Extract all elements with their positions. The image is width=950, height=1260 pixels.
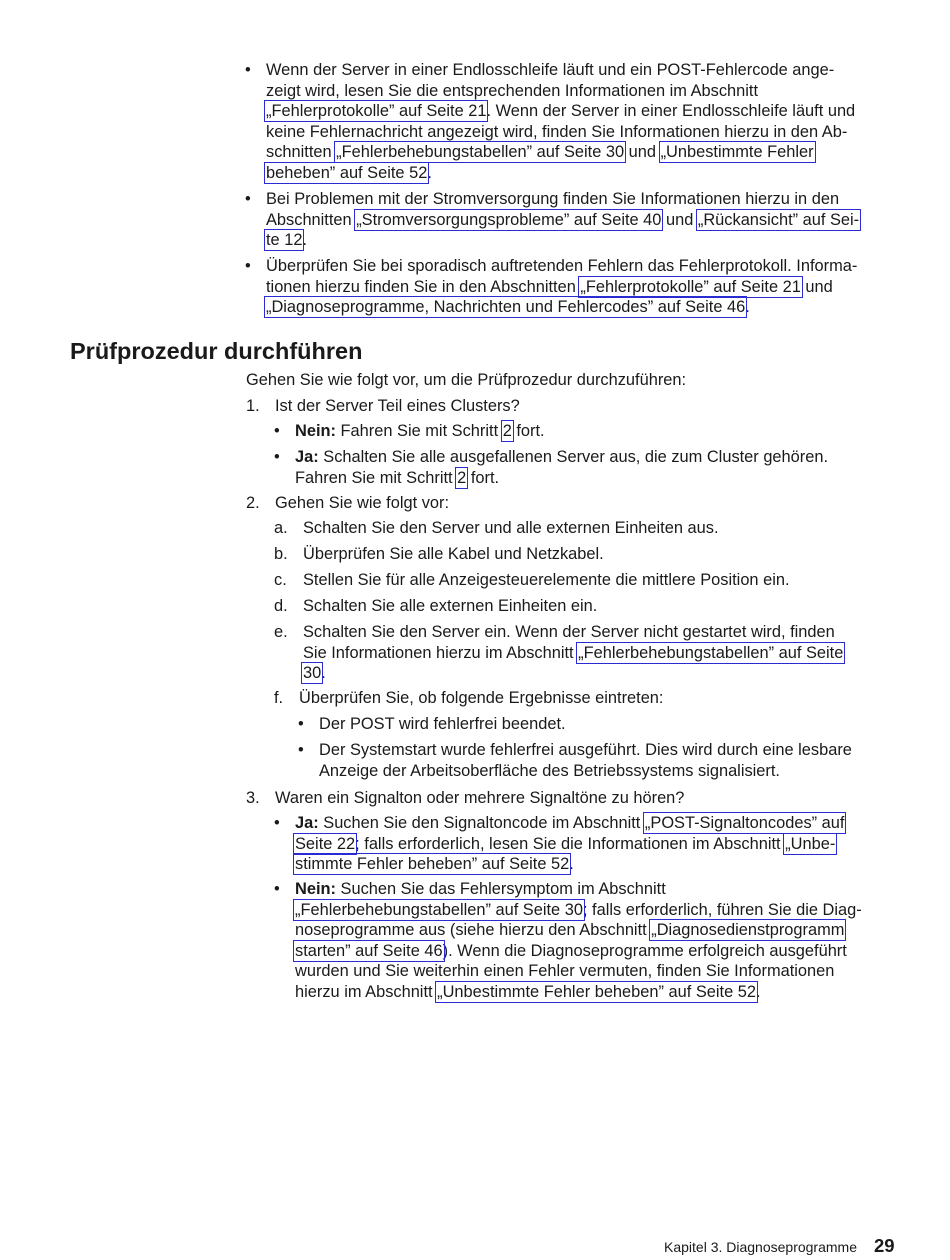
bullet-marker: • xyxy=(245,257,251,275)
text-segment: Fahren Sie mit Schritt xyxy=(335,422,503,440)
text-line xyxy=(295,854,574,874)
text-line xyxy=(266,230,307,250)
text-segment: Sie Informationen hierzu im Abschnitt xyxy=(303,643,579,662)
text-segment: keine Fehlernachricht angezeigt wird, finden Sie Informationen hierzu in den Ab- xyxy=(266,122,848,141)
cross-reference-link[interactable]: 2 xyxy=(457,468,467,487)
text-segment: Ist der Server Teil eines Clusters? xyxy=(275,397,520,415)
text-segment: und xyxy=(624,143,661,162)
cross-reference-link[interactable]: „Fehlerprotokolle” auf Seite 21 xyxy=(580,277,801,296)
text-segment: Suchen Sie das Fehlersymptom im Abschnitt xyxy=(335,880,666,898)
text-segment: Schalten Sie den Server und alle externen Einheiten aus. xyxy=(303,519,719,537)
text-segment: tionen hierzu finden Sie in den Abschnitten xyxy=(266,277,581,296)
text-segment: Abschnitten xyxy=(266,210,357,229)
text-line xyxy=(303,518,719,538)
text-segment: fort. xyxy=(511,422,545,440)
substep-letter: c. xyxy=(274,571,287,589)
text-line xyxy=(303,643,843,663)
text-line xyxy=(275,396,520,416)
text-segment: Stellen Sie für alle Anzeigesteuerelemente die mittlere Position ein. xyxy=(303,571,790,589)
bold-label: Ja: xyxy=(295,814,319,832)
bullet-marker: • xyxy=(245,190,251,208)
text-line xyxy=(275,788,684,808)
text-segment: Waren ein Signalton oder mehrere Signaltöne zu hören? xyxy=(275,789,685,807)
text-segment: wurden und Sie weiterhin einen Fehler vermuten, finden Sie Informationen xyxy=(295,962,835,981)
text-line xyxy=(295,447,828,467)
text-segment: . xyxy=(427,164,432,182)
text-segment: Schalten Sie alle externen Einheiten ein. xyxy=(303,597,598,615)
text-segment: Fahren Sie mit Schritt xyxy=(295,468,458,487)
cross-reference-link[interactable]: „Unbestimmte Fehler xyxy=(660,143,814,162)
text-segment: noseprogramme aus (siehe hierzu den Abschnitt xyxy=(295,921,652,940)
text-line xyxy=(299,688,663,708)
text-segment: Überprüfen Sie, ob folgende Ergebnisse eintreten: xyxy=(299,689,664,707)
text-line xyxy=(266,60,834,80)
text-line xyxy=(266,210,859,230)
cross-reference-link[interactable]: „Diagnosedienstprogramm xyxy=(651,921,845,940)
text-segment: ; falls erforderlich, lesen Sie die Informationen im Abschnitt xyxy=(355,834,786,853)
text-line xyxy=(266,81,758,101)
bold-label: Ja: xyxy=(295,448,319,466)
text-segment: schnitten xyxy=(266,143,337,162)
footer-page-number: 29 xyxy=(874,1235,895,1256)
text-line xyxy=(303,596,597,616)
text-line xyxy=(266,297,750,317)
text-segment: . Wenn der Server in einer Endlosschleife läuft und xyxy=(486,102,856,121)
text-segment: Anzeige der Arbeitsoberfläche des Betriebssystems signalisiert. xyxy=(319,761,780,780)
bullet-marker: • xyxy=(298,741,304,759)
text-segment: Schalten Sie alle ausgefallenen Server aus, die zum Cluster gehören. xyxy=(318,448,829,466)
bullet-marker: • xyxy=(298,715,304,733)
step-number: 1. xyxy=(246,397,260,415)
text-segment: und xyxy=(661,210,698,229)
cross-reference-link[interactable]: „POST-Signaltoncodes” auf xyxy=(644,814,845,832)
text-line xyxy=(295,982,761,1002)
text-segment: hierzu im Abschnitt xyxy=(295,983,438,1001)
bold-label: Nein: xyxy=(295,422,336,440)
text-segment: ; falls erforderlich, führen Sie die Diag- xyxy=(582,900,862,919)
text-line xyxy=(266,163,432,183)
text-line xyxy=(295,879,666,899)
section-heading: Prüfprozedur durchführen xyxy=(70,338,363,364)
bullet-marker: • xyxy=(274,422,280,440)
text-line xyxy=(266,142,814,162)
text-line xyxy=(266,277,833,297)
bullet-marker: • xyxy=(274,448,280,466)
text-line xyxy=(295,900,862,920)
cross-reference-link[interactable]: 2 xyxy=(502,422,512,440)
cross-reference-link[interactable]: „Rückansicht” auf Sei- xyxy=(697,210,860,229)
substep-letter: e. xyxy=(274,623,288,641)
footer-chapter: Kapitel 3. Diagnoseprogramme xyxy=(664,1239,857,1255)
text-line xyxy=(266,101,855,121)
text-segment: . xyxy=(756,983,761,1001)
bullet-marker: • xyxy=(274,880,280,898)
bullet-marker: • xyxy=(245,61,251,79)
text-segment: . xyxy=(321,664,326,683)
cross-reference-link[interactable]: Seite 22 xyxy=(295,834,356,853)
substep-letter: a. xyxy=(274,519,288,537)
text-segment: Überprüfen Sie bei sporadisch auftretenden Fehlern das Fehlerprotokoll. Informa- xyxy=(266,257,858,275)
text-segment: Gehen Sie wie folgt vor: xyxy=(275,494,450,512)
cross-reference-link[interactable]: te 12 xyxy=(266,231,303,250)
cross-reference-link[interactable]: „Fehlerbehebungstabellen” auf Seite 30 xyxy=(295,900,583,919)
text-segment: . xyxy=(745,298,750,317)
text-line xyxy=(319,761,780,781)
cross-reference-link[interactable]: „Unbestimmte Fehler beheben” auf Seite 52 xyxy=(437,983,757,1001)
substep-letter: b. xyxy=(274,545,288,563)
cross-reference-link[interactable]: stimmte Fehler beheben” auf Seite 52 xyxy=(295,855,570,874)
cross-reference-link[interactable]: „Fehlerprotokolle” auf Seite 21 xyxy=(266,102,487,121)
text-line xyxy=(319,714,566,734)
cross-reference-link[interactable]: beheben” auf Seite 52 xyxy=(266,164,428,182)
text-line xyxy=(295,941,847,961)
cross-reference-link[interactable]: „Diagnoseprogramme, Nachrichten und Fehlercodes” auf Seite 46 xyxy=(266,298,746,317)
text-line xyxy=(295,421,545,441)
text-segment: und xyxy=(800,277,833,296)
text-segment: . xyxy=(302,231,308,250)
text-segment: Der Systemstart wurde fehlerfrei ausgeführt. Dies wird durch eine lesbare xyxy=(319,741,852,759)
cross-reference-link[interactable]: „Stromversorgungsprobleme” auf Seite 40 xyxy=(356,210,662,229)
text-line xyxy=(266,256,857,276)
text-line xyxy=(303,570,790,590)
text-line xyxy=(295,961,834,981)
text-segment: Schalten Sie den Server ein. Wenn der Server nicht gestartet wird, finden xyxy=(303,623,835,641)
text-segment: zeigt wird, lesen Sie die entsprechenden Informationen im Abschnitt xyxy=(266,81,758,100)
text-segment: Überprüfen Sie alle Kabel und Netzkabel. xyxy=(303,545,604,563)
step-number: 2. xyxy=(246,494,260,512)
text-line xyxy=(295,920,844,940)
cross-reference-link[interactable]: „Fehlerbehebungstabellen” auf Seite xyxy=(578,643,844,662)
cross-reference-link[interactable]: starten” auf Seite 46 xyxy=(295,941,443,960)
text-line xyxy=(295,813,844,833)
text-segment: Der POST wird fehlerfrei beendet. xyxy=(319,715,566,733)
text-segment: . xyxy=(569,855,574,874)
text-line xyxy=(295,468,499,488)
text-segment: ). Wenn die Diagnoseprogramme erfolgreich ausgeführt xyxy=(442,941,847,960)
bold-label: Nein: xyxy=(295,880,336,898)
text-line xyxy=(275,493,449,513)
intro-text: Gehen Sie wie folgt vor, um die Prüfprozedur durchzuführen: xyxy=(246,371,687,389)
text-line xyxy=(266,189,839,209)
text-segment: Suchen Sie den Signaltoncode im Abschnitt xyxy=(318,814,645,832)
cross-reference-link[interactable]: „Unbe- xyxy=(785,834,836,853)
substep-letter: f. xyxy=(274,689,284,707)
substep-letter: d. xyxy=(274,597,288,615)
text-segment: Wenn der Server in einer Endlosschleife läuft und ein POST-Fehlercode ange- xyxy=(266,61,835,79)
text-line xyxy=(303,663,326,683)
text-line xyxy=(266,122,847,142)
text-segment: Bei Problemen mit der Stromversorgung finden Sie Informationen hierzu in den xyxy=(266,190,840,208)
cross-reference-link[interactable]: 30 xyxy=(303,664,322,683)
cross-reference-link[interactable]: „Fehlerbehebungstabellen” auf Seite 30 xyxy=(336,143,625,162)
text-line xyxy=(295,834,835,854)
step-number: 3. xyxy=(246,789,260,807)
text-segment: fort. xyxy=(466,468,500,487)
text-line xyxy=(303,544,604,564)
text-line xyxy=(319,740,852,760)
text-line xyxy=(303,622,835,642)
bullet-marker: • xyxy=(274,814,280,832)
